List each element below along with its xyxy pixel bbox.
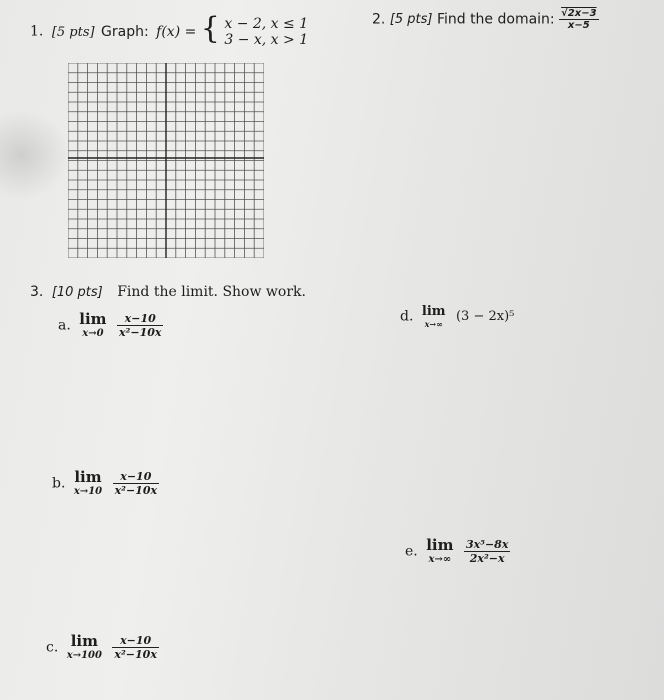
limit-fraction [113,470,159,497]
domain-denominator: x−5 [559,19,598,31]
problem-points: [5 pts] [51,24,95,40]
lim-subscript: x→100 [66,650,102,661]
problem-points: [5 pts] [389,12,433,27]
limit-operator [67,634,102,661]
problem-2 [372,8,599,31]
piecewise-cases [224,16,308,48]
limit-operator [426,538,453,565]
limit-operator [74,470,102,497]
fraction-denominator: x²−10x [114,648,157,661]
fraction-denominator: 2x²−x [464,551,510,565]
part-letter: e. [405,543,418,560]
problem-label: Graph: [101,23,149,40]
piecewise-case-2: 3 − x, x > 1 [224,31,309,48]
lim-word: lim [421,304,446,319]
problem-label: Find the domain: [436,11,555,28]
lim-subscript: x→∞ [428,554,452,565]
domain-numerator: √2x−3 [561,8,597,19]
lim-subscript: x→∞ [424,319,443,329]
problem-label: Find the limit. Show work. [117,284,306,300]
part-letter: d. [400,308,414,325]
problem-number: 1. [30,23,44,40]
problem-points: [10 pts] [51,285,103,300]
function-name: f(x) = [156,23,197,40]
part-letter: b. [52,475,66,492]
problem-number: 3. [30,284,44,300]
fraction-numerator: x−10 [120,634,152,647]
lim-word: lim [70,632,98,650]
limit-d [400,305,514,328]
paper-shadow [0,110,70,200]
limit-e [405,538,510,565]
lim-word: lim [79,310,107,328]
limit-expression: (3 − 2x)⁵ [455,309,515,324]
limit-c [46,634,159,661]
piecewise-brace: { [200,11,220,46]
limit-operator [79,312,106,339]
graph-grid [68,63,264,258]
limit-b [52,470,159,497]
piecewise-case-1: x − 2, x ≤ 1 [224,15,309,32]
fraction-numerator: x−10 [120,470,152,483]
limit-operator [422,305,446,328]
problem-3 [30,284,306,300]
domain-fraction [559,8,598,31]
part-letter: a. [58,317,71,334]
lim-word: lim [426,536,454,554]
fraction-numerator: 3x⁵−8x [465,538,509,551]
fraction-denominator: x²−10x [114,484,158,497]
lim-subscript: x→0 [82,328,104,339]
problem-1 [30,11,309,49]
lim-word: lim [74,468,102,486]
limit-fraction [117,312,163,339]
limit-a [58,312,163,339]
fraction-denominator: x²−10x [118,326,162,339]
limit-fraction [112,634,158,661]
part-letter: c. [46,639,59,656]
lim-subscript: x→10 [73,486,103,497]
fraction-numerator: x−10 [124,312,156,325]
limit-fraction [464,538,510,565]
problem-number: 2. [372,11,386,28]
